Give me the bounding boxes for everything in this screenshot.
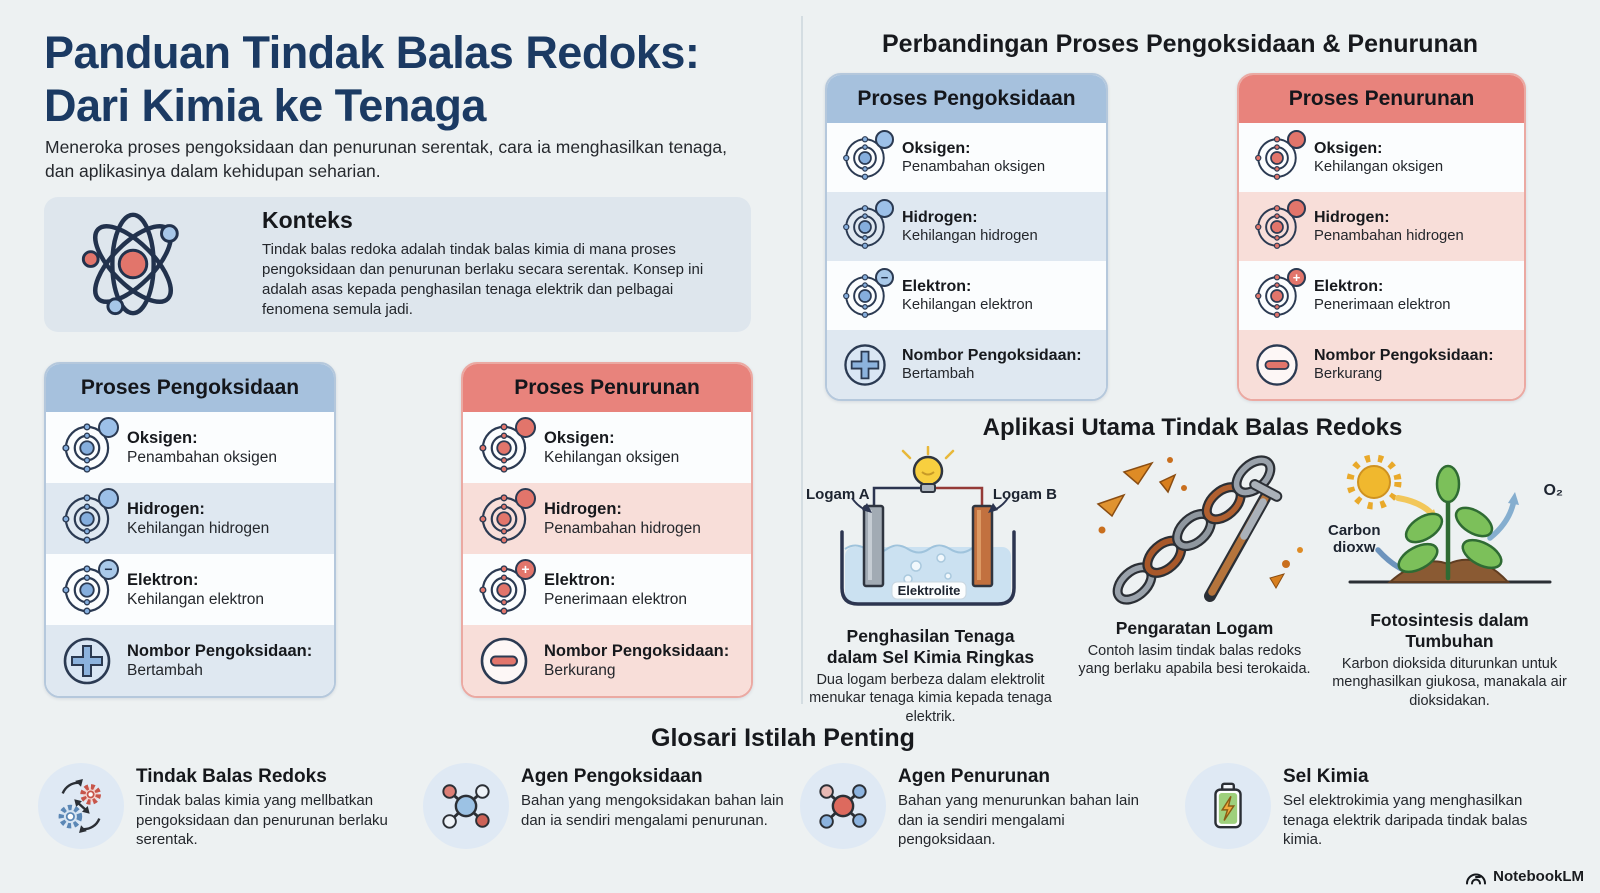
reduction-card-right — [1237, 73, 1526, 401]
oxidation-card-title: Proses Pengoksidaan — [827, 75, 1106, 123]
konteks-card — [44, 197, 751, 332]
rusty-chain-illustration — [1072, 446, 1317, 616]
row-term: Elektron: — [902, 278, 972, 295]
oxidation-card-right — [825, 73, 1108, 401]
row-term: Oksigen: — [1314, 140, 1383, 157]
page-title-line1: Panduan Tindak Balas Redoks: — [44, 27, 700, 78]
notebooklm-logo-icon — [1465, 868, 1487, 885]
glossary-item — [1185, 763, 1570, 850]
row-desc: Kehilangan hidrogen — [127, 519, 270, 537]
gears-icon — [38, 763, 124, 849]
application-title — [798, 626, 1063, 668]
row-desc: Berkurang — [1314, 366, 1383, 382]
row-term: Nombor Pengoksidaan: — [544, 641, 730, 660]
oxygen-label: O₂ — [1543, 482, 1563, 499]
row-desc: Kehilangan elektron — [127, 590, 265, 608]
atom-red-plus-icon — [1253, 269, 1301, 320]
glossary-definition: Bahan yang mengoksidakan bahan lain dan ia sendiri mengalami penurunan. — [521, 792, 784, 829]
application-title-line2: Tumbuhan — [1405, 631, 1494, 651]
page-subtitle: Meneroka proses pengoksidaan dan penurunan serentak, cara ia menghasilkan tenaga, dan aplikasinya dalam kehidupan seharian. — [45, 137, 727, 182]
row-desc: Kehilangan oksigen — [1314, 159, 1444, 175]
table-row — [46, 412, 334, 483]
table-row — [827, 261, 1106, 330]
table-row — [463, 483, 751, 554]
row-desc: Kehilangan elektron — [902, 297, 1033, 313]
row-desc: Penambahan oksigen — [902, 159, 1046, 175]
row-desc: Penambahan hidrogen — [1314, 228, 1464, 244]
glossary-term: Agen Penurunan — [898, 766, 1051, 787]
table-row — [463, 412, 751, 483]
atom-red-plus-icon — [477, 563, 531, 617]
electron-dot-icon — [515, 417, 536, 438]
table-row — [1239, 330, 1524, 399]
row-term: Oksigen: — [127, 428, 198, 447]
table-row — [46, 483, 334, 554]
applications-heading: Aplikasi Utama Tindak Balas Redoks — [982, 414, 1403, 441]
table-row — [827, 192, 1106, 261]
glossary-item — [423, 763, 785, 849]
watermark — [1465, 868, 1584, 885]
table-row — [1239, 261, 1524, 330]
plus-circle-icon — [60, 634, 114, 688]
atom-blue-icon — [841, 134, 889, 182]
row-term: Hidrogen: — [544, 499, 622, 518]
row-term: Elektron: — [127, 570, 199, 589]
atom-blue-icon — [60, 421, 114, 475]
application-title-line2: dalam Sel Kimia Ringkas — [826, 647, 1035, 667]
application-desc: Karbon dioksida diturunkan untuk menghasilkan giukosa, manakala air dioksidakan. — [1332, 656, 1567, 709]
reduction-card-title: Proses Penurunan — [1239, 75, 1524, 123]
row-desc: Kehilangan oksigen — [544, 448, 680, 466]
row-term: Hidrogen: — [902, 209, 978, 226]
electrochemical-cell-illustration — [798, 446, 1063, 624]
application-desc: Contoh lasim tindak balas redoks yang berlaku apabila besi terokaida. — [1078, 643, 1311, 678]
glossary-definition: Bahan yang menurunkan bahan lain dan ia sendiri mengalami pengoksidaan. — [898, 792, 1140, 848]
oxidation-card-title: Proses Pengoksidaan — [46, 364, 334, 412]
plus-badge-icon: + — [515, 559, 536, 580]
application-title-line1: Fotosintesis dalam — [1370, 610, 1529, 630]
table-row — [1239, 123, 1524, 192]
molecule-blue-icon — [423, 763, 509, 849]
atom-blue-minus-icon — [841, 269, 889, 320]
row-term: Oksigen: — [544, 428, 615, 447]
electron-dot-icon — [1287, 199, 1306, 218]
electron-dot-icon — [98, 488, 119, 509]
application-cell — [798, 446, 1063, 726]
application-rusting — [1072, 446, 1317, 679]
glossary-item — [800, 763, 1158, 850]
page-title — [44, 26, 784, 132]
table-row — [46, 625, 334, 696]
electron-dot-icon — [515, 488, 536, 509]
table-row — [463, 554, 751, 625]
electron-dot-icon — [98, 417, 119, 438]
application-photosynthesis — [1322, 446, 1577, 710]
glossary-heading: Glosari Istilah Penting — [651, 724, 915, 752]
row-term: Elektron: — [1314, 278, 1384, 295]
battery-icon — [1185, 763, 1271, 849]
row-desc: Bertambah — [902, 366, 975, 382]
row-term: Oksigen: — [902, 140, 971, 157]
application-title — [1322, 610, 1577, 652]
row-desc: Penambahan oksigen — [127, 448, 277, 466]
atom-red-icon — [1253, 203, 1301, 251]
glossary-definition: Sel elektrokimia yang menghasilkan tenaga elektrik daripada tindak balas kimia. — [1283, 792, 1528, 848]
row-term: Nombor Pengoksidaan: — [902, 347, 1082, 364]
page-title-line2: Dari Kimia ke Tenaga — [44, 80, 486, 132]
row-term: Nombor Pengoksidaan: — [1314, 347, 1494, 364]
carbon-dioxide-label — [1328, 522, 1381, 557]
table-row — [463, 625, 751, 696]
table-row — [827, 123, 1106, 192]
row-term: Nombor Pengoksidaan: — [127, 641, 313, 660]
row-term: Hidrogen: — [127, 499, 205, 518]
row-desc: Penerimaan elektron — [1314, 297, 1451, 313]
table-row — [827, 330, 1106, 399]
plus-badge-icon: + — [1287, 268, 1306, 287]
comparison-heading: Perbandingan Proses Pengoksidaan & Penurunan — [882, 30, 1478, 58]
molecule-red-icon — [800, 763, 886, 849]
table-row — [46, 554, 334, 625]
atom-red-icon — [1253, 134, 1301, 182]
row-term: Elektron: — [544, 570, 616, 589]
oxidation-card-left — [44, 362, 336, 698]
konteks-body-text: Tindak balas redoka adalah tindak balas kimia di mana proses pengoksidaan dan penurunan berlaku secara serentak. Konsep ini adalah asas kepada penghasilan tenaga elektrik dan pelbagai fenomena semula jadi. — [262, 241, 704, 318]
electron-dot-icon — [875, 199, 894, 218]
plus-circle-icon — [841, 341, 889, 389]
metal-a-label: Logam A — [806, 486, 870, 503]
glossary-item — [38, 763, 403, 850]
application-title-line1: Penghasilan Tenaga — [846, 626, 1015, 646]
minus-badge-icon: − — [875, 268, 894, 287]
electrolyte-label: Elektrolite — [897, 583, 961, 598]
minus-circle-icon — [477, 634, 531, 688]
row-desc: Kehilangan hidrogen — [902, 228, 1038, 244]
minus-badge-icon: − — [98, 559, 119, 580]
co2-label-line1: Carbon — [1328, 522, 1381, 539]
konteks-heading: Konteks — [262, 207, 353, 233]
watermark-label: NotebookLM — [1493, 868, 1584, 885]
atom-red-icon — [477, 421, 531, 475]
row-term: Hidrogen: — [1314, 209, 1390, 226]
atom-blue-minus-icon — [60, 563, 114, 617]
row-desc: Bertambah — [127, 661, 203, 679]
glossary-term: Agen Pengoksidaan — [521, 766, 703, 787]
minus-circle-icon — [1253, 341, 1301, 389]
metal-b-label: Logam B — [992, 486, 1057, 503]
application-title: Pengaratan Logam — [1115, 618, 1274, 638]
table-row — [1239, 192, 1524, 261]
electron-dot-icon — [875, 130, 894, 149]
reduction-card-left — [461, 362, 753, 698]
atom-red-icon — [477, 492, 531, 546]
glossary-definition: Tindak balas kimia yang mellbatkan pengoksidaan dan penurunan berlaku serentak. — [136, 792, 388, 848]
atom-blue-icon — [841, 203, 889, 251]
row-desc: Penambahan hidrogen — [544, 519, 701, 537]
atom-icon — [74, 205, 192, 323]
row-desc: Berkurang — [544, 661, 616, 679]
glossary-term: Tindak Balas Redoks — [136, 766, 327, 787]
reduction-card-title: Proses Penurunan — [463, 364, 751, 412]
atom-blue-icon — [60, 492, 114, 546]
electron-dot-icon — [1287, 130, 1306, 149]
application-desc: Dua logam berbeza dalam elektrolit menukar tenaga kimia kepada tenaga elektrik. — [809, 672, 1052, 725]
glossary-term: Sel Kimia — [1283, 766, 1369, 787]
row-desc: Penerimaan elektron — [544, 590, 688, 608]
co2-label-line2: dioxw — [1332, 539, 1376, 557]
